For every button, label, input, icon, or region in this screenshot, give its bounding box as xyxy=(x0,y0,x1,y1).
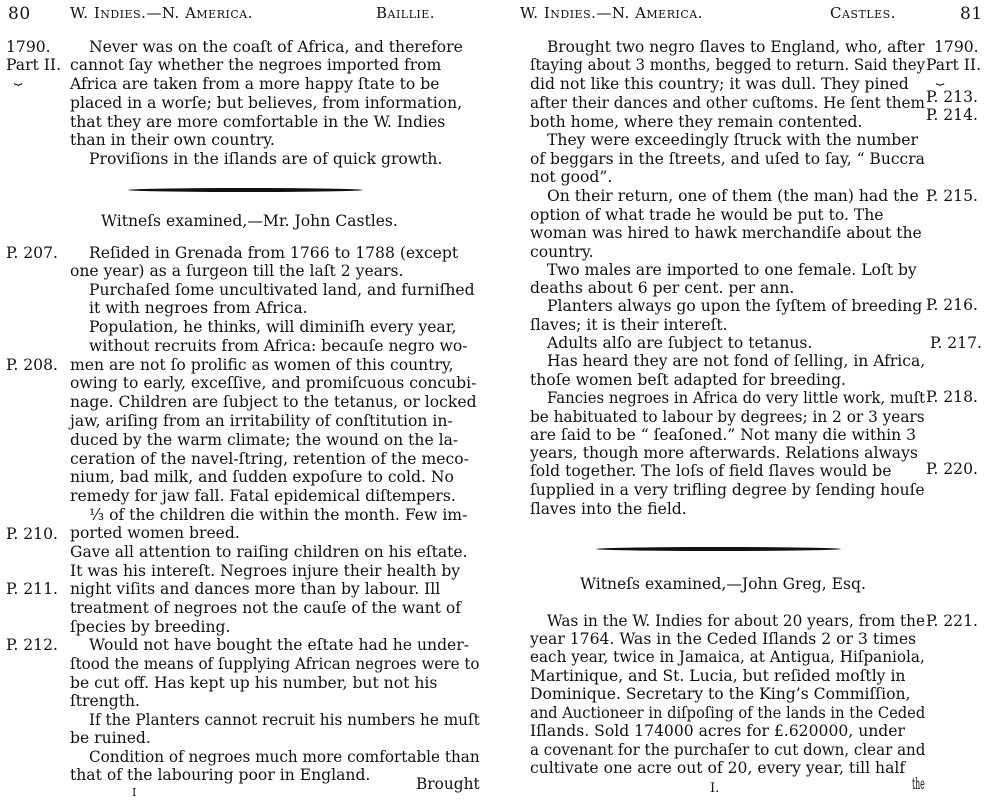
text-line: duced by the warm climate; the wound on the la- xyxy=(70,431,459,449)
text-line: and Auctioneer in diſpoſing of the lands in the Ceded xyxy=(530,704,926,722)
text-line: year 1764. Was in the Ceded Iſlands 2 or 3 times xyxy=(530,630,917,648)
left-page xyxy=(0,0,500,800)
text-line: ſlaves; it is their intereſt. xyxy=(530,316,728,334)
text-line: It was his intereſt. Negroes injure their health by xyxy=(70,562,461,580)
text-line: night viſits and dances more than by labour. Ill xyxy=(70,580,441,598)
text-line: Fancies negroes in Africa do very little work, muſt xyxy=(547,389,926,407)
margin-part: Part II. xyxy=(926,56,982,74)
text-line: ceration of the navel-ſtring, retention of the meco- xyxy=(70,450,469,468)
margin-year: 1790. xyxy=(934,38,979,56)
section-rule xyxy=(596,547,841,551)
catchword: Brought xyxy=(416,775,480,793)
text-line: are ſaid to be “ ſeaſoned.” Not many die within 3 xyxy=(530,426,917,444)
text-line: woman was hired to hawk merchandiſe about the xyxy=(530,224,922,242)
section-rule xyxy=(128,188,363,192)
margin-brace-icon: ⏟ xyxy=(936,70,945,86)
text-line: Iſlands. Sold 174000 acres for £.620000, under xyxy=(530,722,905,740)
text-line: ſtaying about 3 months, begged to return. Said they xyxy=(530,56,926,74)
running-name: Baillie. xyxy=(376,4,436,22)
text-line: be ruined. xyxy=(70,729,151,747)
text-line: Two males are imported to one female. Loſt by xyxy=(547,261,917,279)
margin-ref: P. 216. xyxy=(926,296,978,314)
text-line: be habituated to labour by degrees; in 2 or 3 years xyxy=(530,408,925,426)
text-line: Gave all attention to raiſing children on his eſtate. xyxy=(70,543,468,561)
text-line: a covenant for the purchaſer to cut down, clear and xyxy=(530,741,926,759)
text-line: cultivate one acre out of 20, every year, till half xyxy=(530,759,906,777)
text-line: after their dances and other cuſtoms. He ſent them xyxy=(530,94,925,112)
text-line: deaths about 6 per cent. per ann. xyxy=(530,279,795,297)
witness-heading: Witneſs examined,—John Greg, Esq. xyxy=(580,575,866,593)
catchword: the xyxy=(912,775,925,793)
text-line: ſupplied in a very trifling degree by ſending houſe xyxy=(530,481,925,499)
margin-ref: P. 217. xyxy=(930,334,982,352)
text-line: If the Planters cannot recruit his numbers he muſt xyxy=(89,711,480,729)
text-line: Africa are taken from a more happy ſtate to be xyxy=(70,75,440,93)
margin-ref: P. 210. xyxy=(6,525,58,543)
text-line: not good”. xyxy=(530,168,613,186)
text-line: Reſided in Grenada from 1766 to 1788 (except xyxy=(89,244,459,262)
text-line: Purchaſed ſome uncultivated land, and furniſhed xyxy=(89,281,475,299)
margin-part: Part II. xyxy=(6,56,62,74)
text-line: On their return, one of them (the man) had the xyxy=(547,187,919,205)
text-line: both home, where they remain contented. xyxy=(530,113,863,131)
text-line: Adults alſo are ſubject to tetanus. xyxy=(547,334,813,352)
signature-mark: I. xyxy=(710,781,720,796)
text-line: jaw, ariſing from an irritability of conſtitution in- xyxy=(70,412,453,430)
text-line: one year) as a ſurgeon till the laſt 2 years. xyxy=(70,262,404,280)
text-line: that of the labouring poor in England. xyxy=(70,766,371,784)
text-line: each year, twice in Jamaica, at Antigua, Hiſpaniola, xyxy=(530,648,925,666)
text-line: Proviſions in the iſlands are of quick growth. xyxy=(89,150,443,168)
margin-ref: P. 221. xyxy=(926,612,978,630)
text-line: ſlaves into the field. xyxy=(530,500,687,518)
text-line: ſtrength. xyxy=(70,692,141,710)
margin-ref: P. 220. xyxy=(926,460,978,478)
text-line: placed in a worſe; but believes, from information, xyxy=(70,94,463,112)
text-line: thoſe women beſt adapted for breeding. xyxy=(530,371,847,389)
margin-ref: P. 218. xyxy=(926,388,978,406)
text-line: than in their own country. xyxy=(70,131,275,149)
text-line: Planters always go upon the ſyſtem of breeding xyxy=(547,297,923,315)
text-line: Would not have bought the eſtate had he under- xyxy=(89,636,470,654)
signature-mark: I xyxy=(132,786,137,799)
text-line: Brought two negro ſlaves to England, who, after xyxy=(547,38,925,56)
text-line: nage. Children are ſubject to the tetanus, or locked xyxy=(70,393,477,411)
text-line: country. xyxy=(530,243,594,261)
margin-ref: P. 211. xyxy=(6,580,58,598)
text-line: remedy for jaw fall. Fatal epidemical diſtempers. xyxy=(70,487,456,505)
text-line: They were exceedingly ſtruck with the number xyxy=(547,131,918,149)
text-line: ſtood the means of ſupplying African negroes were to xyxy=(70,655,480,673)
text-line: Was in the W. Indies for about 20 years, from the xyxy=(547,612,925,630)
margin-ref: P. 212. xyxy=(6,636,58,654)
running-head: W. Indies.—N. America. xyxy=(520,4,703,22)
text-line: option of what trade he would be put to. The xyxy=(530,206,884,224)
text-line: Dominique. Secretary to the King’s Commiſſion, xyxy=(530,685,911,703)
page-number: 80 xyxy=(8,4,31,24)
margin-ref: P. 208. xyxy=(6,356,58,374)
text-line: without recruits from Africa: becauſe negro wo- xyxy=(89,337,468,355)
text-line: that they are more comfortable in the W. Indies xyxy=(70,113,446,131)
witness-heading: Witneſs examined,—Mr. John Castles. xyxy=(101,212,398,230)
text-line: it with negroes from Africa. xyxy=(89,299,308,317)
running-name: Castles. xyxy=(830,4,896,22)
text-line: nium, bad milk, and ſudden expoſure to cold. No xyxy=(70,468,454,486)
text-line: Has heard they are not fond of ſelling, in Africa, xyxy=(547,352,926,370)
text-line: did not like this country; it was dull. They pined xyxy=(530,75,909,93)
right-page xyxy=(500,0,1000,800)
margin-year: 1790. xyxy=(6,38,51,56)
margin-brace-icon: ⏟ xyxy=(14,70,23,86)
text-line: treatment of negroes not the cauſe of the want of xyxy=(70,599,462,617)
text-line: cannot ſay whether the negroes imported from xyxy=(70,56,442,74)
text-line: owing to early, exceſſive, and promiſcuous concubi- xyxy=(70,374,477,392)
text-line: ſpecies by breeding. xyxy=(70,618,231,636)
text-line: Never was on the coaſt of Africa, and therefore xyxy=(89,38,463,56)
text-line: Martinique, and St. Lucia, but reſided moſtly in xyxy=(530,667,906,685)
running-head: W. Indies.—N. America. xyxy=(70,4,253,22)
text-line: ſold together. The loſs of field ſlaves would be xyxy=(530,462,892,480)
text-line: ported women breed. xyxy=(70,524,240,542)
text-line: men are not ſo prolific as women of this country, xyxy=(70,356,454,374)
text-line: Population, he thinks, will diminiſh every year, xyxy=(89,318,457,336)
text-line: ⅓ of the children die within the month. Few im- xyxy=(89,506,468,524)
text-line: years, though more afterwards. Relations always xyxy=(530,444,918,462)
margin-ref: P. 207. xyxy=(6,244,58,262)
margin-ref: P. 214. xyxy=(926,106,978,124)
margin-ref: P. 213. xyxy=(926,88,978,106)
text-line: be cut off. Has kept up his number, but not his xyxy=(70,674,438,692)
margin-ref: P. 215. xyxy=(926,187,978,205)
text-line: of beggars in the ſtreets, and uſed to ſay, “ Buccra xyxy=(530,150,925,168)
text-line: Condition of negroes much more comfortable than xyxy=(89,748,480,766)
page-number: 81 xyxy=(960,4,983,24)
